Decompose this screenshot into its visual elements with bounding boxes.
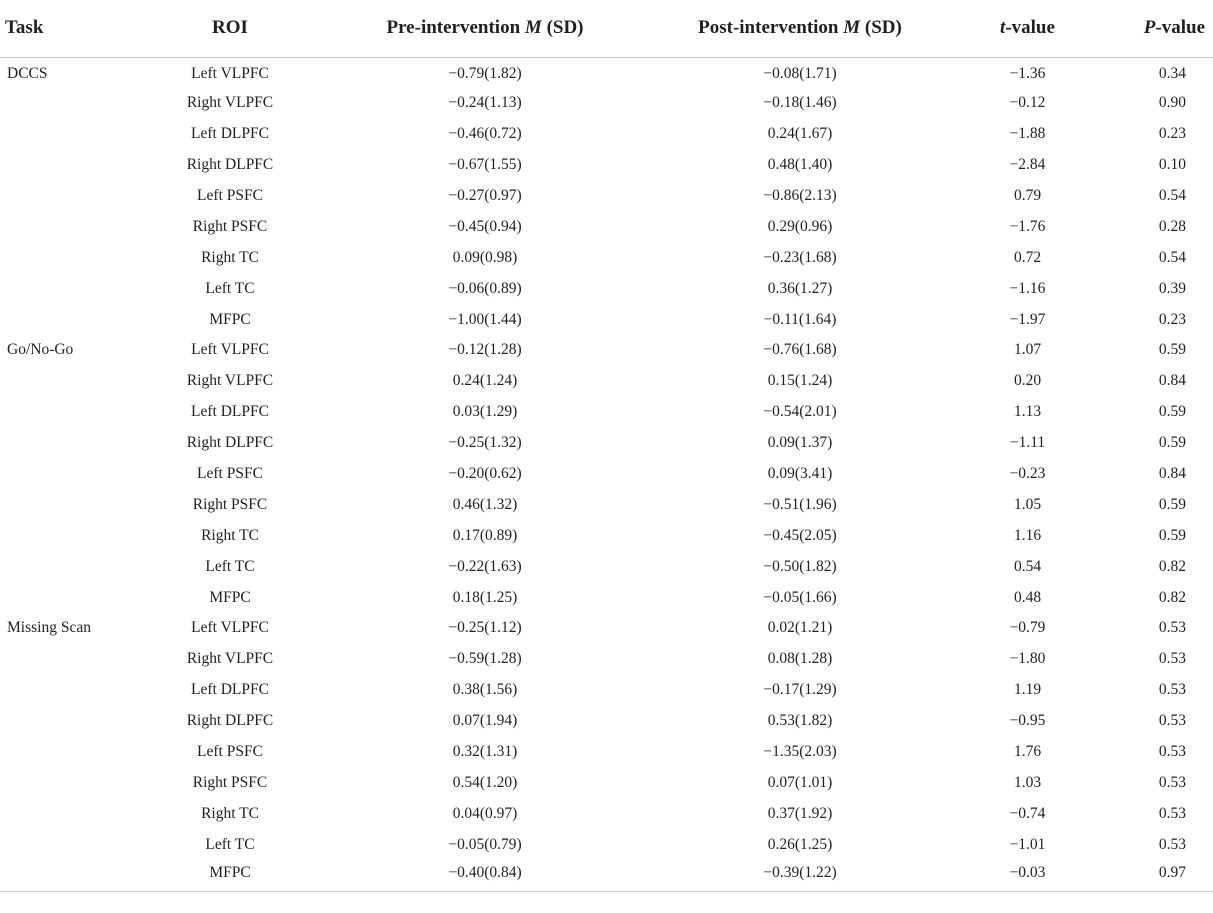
table-row — [0, 767, 1213, 798]
table-row — [0, 582, 1213, 613]
table-row — [0, 335, 1213, 366]
cell-task — [0, 273, 135, 304]
cell-roi: Right VLPFC — [186, 94, 274, 112]
table-row — [0, 57, 1213, 88]
cell-p-value: 0.23 — [1158, 125, 1186, 143]
cell-pre-intervention: 0.32(1.31) — [452, 743, 518, 761]
cell-t-value: 1.07 — [1013, 341, 1042, 359]
cell-post-intervention: −0.39(1.22) — [645, 860, 955, 891]
cell-task: Missing Scan — [7, 619, 91, 637]
cell-p-value: 0.59 — [1158, 341, 1186, 359]
table-row — [0, 150, 1213, 181]
cell-t-value: 1.16 — [1013, 526, 1042, 544]
cell-t-value: 1.05 — [1013, 495, 1042, 513]
cell-t-value: 0.72 — [1013, 248, 1042, 266]
cell-p-value: 0.82 — [1158, 588, 1186, 606]
cell-roi: Left VLPFC — [191, 341, 269, 359]
cell-pre-intervention: 0.17(0.89) — [452, 526, 518, 544]
table-row — [0, 644, 1213, 675]
cell-task — [0, 798, 135, 829]
cell-task — [0, 829, 135, 860]
header-task — [0, 0, 135, 57]
cell-post-intervention: −0.51(1.96) — [763, 495, 837, 513]
table-row — [0, 675, 1213, 706]
header-row — [0, 0, 1213, 57]
cell-roi: Right DLPFC — [186, 712, 274, 730]
cell-pre-intervention: −0.25(1.32) — [448, 434, 522, 452]
cell-post-intervention: 0.24(1.67) — [767, 125, 833, 143]
cell-pre-intervention: −0.12(1.28) — [448, 341, 522, 359]
cell-task: DCCS — [7, 65, 48, 83]
cell-task: Go/No-Go — [7, 341, 74, 359]
cell-pre-intervention: 0.24(1.24) — [452, 372, 518, 390]
cell-post-intervention: 0.29(0.96) — [767, 217, 833, 235]
cell-p-value: 0.53 — [1158, 804, 1186, 822]
cell-p-value: 0.54 — [1158, 248, 1186, 266]
cell-pre-intervention: 0.54(1.20) — [452, 773, 518, 791]
table-row — [0, 366, 1213, 397]
cell-roi: Left PSFC — [197, 743, 263, 761]
cell-p-value: 0.53 — [1158, 681, 1186, 699]
cell-p-value: 0.84 — [1158, 465, 1186, 483]
cell-task — [0, 211, 135, 242]
cell-t-value: −1.16 — [1009, 279, 1046, 297]
cell-task — [0, 675, 135, 706]
cell-task — [0, 706, 135, 737]
cell-p-value: 0.28 — [1158, 217, 1186, 235]
header-p-value — [1100, 0, 1213, 57]
cell-roi: Left PSFC — [197, 187, 263, 204]
cell-post-intervention: −0.05(1.66) — [763, 588, 837, 606]
header-task-label: Task — [5, 17, 44, 39]
cell-task — [0, 181, 135, 212]
cell-pre-intervention: −0.45(0.94) — [448, 217, 522, 235]
cell-p-value: 0.23 — [1158, 310, 1186, 328]
table-row — [0, 304, 1213, 335]
cell-pre-intervention: −0.40(0.84) — [325, 860, 645, 891]
cell-t-value: 0.48 — [1013, 588, 1042, 606]
cell-post-intervention: −0.17(1.29) — [763, 681, 837, 699]
cell-p-value: 0.82 — [1158, 557, 1186, 575]
cell-t-value: −0.12 — [1009, 94, 1046, 112]
cell-roi: MFPC — [209, 310, 251, 328]
cell-pre-intervention: −1.00(1.44) — [448, 310, 522, 328]
cell-post-intervention: −0.08(1.71) — [763, 65, 837, 83]
cell-post-intervention: 0.02(1.21) — [767, 619, 833, 637]
cell-roi: Right TC — [201, 526, 259, 544]
cell-post-intervention: −0.76(1.68) — [763, 341, 837, 359]
header-t-value — [955, 0, 1100, 57]
cell-p-value: 0.53 — [1158, 743, 1186, 761]
cell-post-intervention: 0.07(1.01) — [767, 773, 833, 791]
cell-post-intervention: 0.53(1.82) — [767, 712, 833, 730]
cell-task — [0, 860, 135, 891]
header-t-label: -value — [1005, 17, 1055, 39]
cell-pre-intervention: −0.06(0.89) — [448, 279, 522, 297]
cell-p-value: 0.90 — [1158, 94, 1186, 112]
cell-task — [0, 366, 135, 397]
cell-p-value: 0.59 — [1158, 495, 1186, 513]
cell-task — [0, 242, 135, 273]
cell-post-intervention: 0.08(1.28) — [767, 650, 833, 668]
table-row — [0, 520, 1213, 551]
cell-t-value: −0.03 — [955, 860, 1100, 891]
table-row — [0, 181, 1213, 212]
cell-t-value: 1.19 — [1013, 681, 1042, 699]
header-roi-label: ROI — [212, 17, 248, 39]
table-body — [0, 57, 1213, 891]
cell-post-intervention: −0.50(1.82) — [763, 557, 837, 575]
cell-roi: Left TC — [205, 557, 255, 575]
header-pre-label: Pre-intervention — [386, 17, 525, 39]
header-post-mean-symbol: M — [843, 17, 861, 39]
cell-pre-intervention: 0.09(0.98) — [452, 248, 518, 266]
table-row — [0, 397, 1213, 428]
cell-roi: Left VLPFC — [191, 619, 269, 637]
header-t-symbol: t — [1000, 17, 1006, 39]
cell-roi: Left TC — [205, 835, 255, 853]
cell-pre-intervention: −0.67(1.55) — [448, 156, 522, 174]
cell-t-value: −0.74 — [1009, 804, 1046, 822]
cell-roi: Right TC — [201, 804, 259, 822]
cell-roi: Right PSFC — [192, 495, 268, 513]
cell-roi: Right TC — [201, 248, 259, 266]
table-row — [0, 273, 1213, 304]
cell-pre-intervention: −0.27(0.97) — [448, 187, 522, 204]
cell-post-intervention: 0.09(1.37) — [767, 434, 833, 452]
header-p-label: -value — [1155, 17, 1205, 39]
cell-pre-intervention: −0.22(1.63) — [448, 557, 522, 575]
cell-roi: Left PSFC — [197, 465, 263, 483]
cell-pre-intervention: 0.18(1.25) — [452, 588, 518, 606]
cell-p-value: 0.59 — [1158, 526, 1186, 544]
cell-pre-intervention: −0.79(1.82) — [448, 65, 522, 83]
cell-t-value: −1.88 — [1009, 125, 1046, 143]
cell-t-value: 1.76 — [1013, 743, 1042, 761]
cell-pre-intervention: 0.07(1.94) — [452, 712, 518, 730]
cell-pre-intervention: −0.05(0.79) — [448, 835, 522, 853]
header-p-symbol: P — [1143, 17, 1156, 39]
cell-p-value: 0.53 — [1158, 619, 1186, 637]
cell-t-value: −2.84 — [1009, 156, 1046, 174]
cell-roi: Left DLPFC — [191, 125, 269, 143]
cell-task — [0, 582, 135, 613]
cell-t-value: −1.11 — [1009, 434, 1046, 452]
cell-p-value: 0.34 — [1158, 65, 1186, 83]
table-row — [0, 737, 1213, 768]
cell-t-value: −1.97 — [1009, 310, 1046, 328]
cell-t-value: 0.20 — [1013, 372, 1042, 390]
cell-pre-intervention: −0.20(0.62) — [448, 465, 522, 483]
cell-post-intervention: −0.23(1.68) — [763, 248, 837, 266]
cell-p-value: 0.53 — [1158, 650, 1186, 668]
cell-task — [0, 88, 135, 119]
cell-post-intervention: 0.36(1.27) — [767, 279, 833, 297]
cell-t-value: −0.79 — [1009, 619, 1046, 637]
cell-pre-intervention: 0.03(1.29) — [452, 403, 518, 421]
cell-task — [0, 551, 135, 582]
cell-p-value: 0.53 — [1158, 835, 1186, 853]
cell-p-value: 0.97 — [1100, 860, 1213, 891]
table-row — [0, 428, 1213, 459]
table-row — [0, 613, 1213, 644]
cell-task — [0, 767, 135, 798]
table-row — [0, 211, 1213, 242]
cell-pre-intervention: 0.04(0.97) — [452, 804, 518, 822]
header-pre-sd: (SD) — [541, 17, 584, 39]
table-row — [0, 88, 1213, 119]
cell-roi: Right PSFC — [192, 773, 268, 791]
table-row — [0, 459, 1213, 490]
cell-pre-intervention: 0.38(1.56) — [452, 681, 518, 699]
cell-pre-intervention: −0.59(1.28) — [448, 650, 522, 668]
cell-p-value: 0.53 — [1158, 773, 1186, 791]
cell-t-value: −1.76 — [1009, 217, 1046, 235]
cell-task — [0, 304, 135, 335]
cell-post-intervention: 0.48(1.40) — [767, 156, 833, 174]
table-row — [0, 798, 1213, 829]
cell-pre-intervention: 0.46(1.32) — [452, 495, 518, 513]
header-post-label: Post-intervention — [698, 17, 844, 39]
cell-p-value: 0.53 — [1158, 712, 1186, 730]
header-roi — [135, 0, 325, 57]
cell-p-value: 0.59 — [1158, 403, 1186, 421]
cell-task — [0, 520, 135, 551]
cell-roi: Right DLPFC — [186, 156, 274, 174]
cell-task — [0, 428, 135, 459]
cell-task — [0, 459, 135, 490]
table-row — [0, 119, 1213, 150]
table-row — [0, 489, 1213, 520]
cell-post-intervention: 0.26(1.25) — [767, 835, 833, 853]
cell-t-value: 1.03 — [1013, 773, 1042, 791]
cell-roi: Right PSFC — [192, 217, 268, 235]
cell-pre-intervention: −0.24(1.13) — [448, 94, 522, 112]
cell-roi: MFPC — [209, 588, 251, 606]
cell-p-value: 0.84 — [1158, 372, 1186, 390]
cell-p-value: 0.39 — [1158, 279, 1186, 297]
cell-pre-intervention: −0.25(1.12) — [448, 619, 522, 637]
cell-post-intervention: −0.54(2.01) — [763, 403, 837, 421]
cell-t-value: −0.95 — [1009, 712, 1046, 730]
cell-roi: Right VLPFC — [186, 372, 274, 390]
cell-t-value: −1.36 — [1009, 65, 1046, 83]
cell-p-value: 0.54 — [1158, 187, 1186, 204]
table-row — [0, 860, 1213, 891]
cell-t-value: 0.79 — [1013, 187, 1042, 204]
cell-t-value: −1.01 — [1009, 835, 1046, 853]
header-pre-mean-symbol: M — [524, 17, 542, 39]
cell-t-value: −1.80 — [1009, 650, 1046, 668]
cell-task — [0, 397, 135, 428]
cell-task — [0, 150, 135, 181]
table-header — [0, 0, 1213, 57]
cell-t-value: −0.23 — [1009, 465, 1046, 483]
cell-roi: Left VLPFC — [191, 65, 269, 83]
cell-pre-intervention: −0.46(0.72) — [448, 125, 522, 143]
cell-roi: Left DLPFC — [191, 681, 269, 699]
header-pre-intervention — [325, 0, 645, 57]
table-row — [0, 551, 1213, 582]
cell-roi: Right VLPFC — [186, 650, 274, 668]
cell-roi: Left TC — [205, 279, 255, 297]
cell-post-intervention: −0.18(1.46) — [763, 94, 837, 112]
table-row — [0, 242, 1213, 273]
cell-post-intervention: 0.37(1.92) — [767, 804, 833, 822]
cell-task — [0, 644, 135, 675]
cell-p-value: 0.10 — [1158, 156, 1186, 174]
table-row — [0, 829, 1213, 860]
cell-post-intervention: −0.86(2.13) — [763, 187, 837, 204]
cell-post-intervention: 0.15(1.24) — [767, 372, 833, 390]
cell-roi: Right DLPFC — [186, 434, 274, 452]
cell-p-value: 0.59 — [1158, 434, 1186, 452]
header-post-intervention — [645, 0, 955, 57]
cell-post-intervention: −1.35(2.03) — [763, 743, 837, 761]
cell-post-intervention: −0.11(1.64) — [763, 310, 837, 328]
cell-roi: Left DLPFC — [191, 403, 269, 421]
header-post-sd: (SD) — [860, 17, 902, 39]
table-row — [0, 706, 1213, 737]
cell-task — [0, 489, 135, 520]
cell-t-value: 0.54 — [1013, 557, 1042, 575]
cell-post-intervention: 0.09(3.41) — [767, 465, 833, 483]
cell-post-intervention: −0.45(2.05) — [763, 526, 837, 544]
cell-roi: MFPC — [135, 860, 325, 891]
cell-task — [0, 119, 135, 150]
cell-task — [0, 737, 135, 768]
cell-t-value: 1.13 — [1013, 403, 1042, 421]
